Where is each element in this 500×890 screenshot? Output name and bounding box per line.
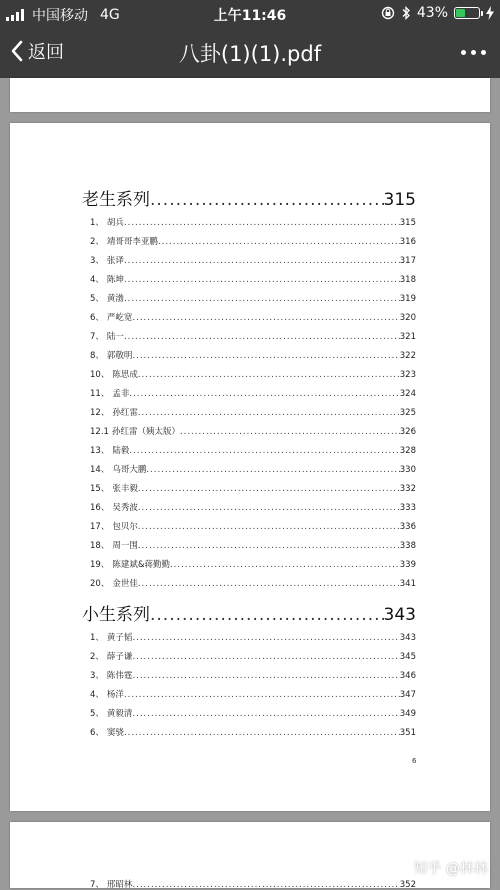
entry-number: 3、	[90, 671, 104, 681]
entry-page: 336	[399, 522, 416, 532]
entry-page: 315	[399, 218, 416, 228]
toc-entry[interactable]	[90, 482, 416, 494]
carrier-name: 中国移动	[32, 8, 88, 24]
entry-number: 19、	[90, 560, 110, 570]
entry-page: 321	[399, 332, 416, 342]
entry-name: 严屹宽	[106, 313, 133, 323]
entry-number: 13、	[90, 446, 110, 456]
entry-name: 陆毅	[112, 446, 130, 456]
entry-number: 1、	[90, 633, 104, 643]
entry-name: 黄毅清	[106, 709, 133, 719]
entry-page: 341	[399, 579, 416, 589]
toc-entry[interactable]	[90, 216, 416, 228]
toc-entry[interactable]	[90, 878, 416, 890]
entry-page: 333	[399, 503, 416, 513]
toc-entry[interactable]	[90, 406, 416, 418]
entry-page: 346	[399, 671, 416, 681]
entry-name: 靖哥哥李亚鹏	[106, 237, 158, 247]
entry-number: 2、	[90, 237, 104, 247]
more-icon[interactable]	[461, 50, 486, 55]
entry-number: 4、	[90, 690, 104, 700]
entry-number: 15、	[90, 484, 110, 494]
toc-entry[interactable]	[90, 707, 416, 719]
status-bar	[0, 0, 500, 26]
pdf-page-previous	[10, 78, 490, 112]
entry-name: 杨洋	[106, 690, 124, 700]
charging-icon	[486, 6, 494, 20]
entry-page: 316	[399, 237, 416, 247]
entry-name: 窦骁	[106, 728, 124, 738]
entry-number: 20、	[90, 579, 110, 589]
toc-entry[interactable]	[90, 650, 416, 662]
toc-entry[interactable]	[90, 444, 416, 456]
toc-entry[interactable]	[90, 254, 416, 266]
entry-name: 黄渤	[106, 294, 124, 304]
entry-number: 17、	[90, 522, 110, 532]
toc-entry[interactable]	[90, 539, 416, 551]
entry-number: 12、	[90, 408, 110, 418]
entry-name: 陆一	[106, 332, 124, 342]
entry-number: 5、	[90, 294, 104, 304]
entry-name: 包贝尔	[112, 522, 138, 532]
toc-entry[interactable]	[90, 311, 416, 323]
document-title: 八卦(1)(1).pdf	[178, 42, 322, 66]
entry-number: 10、	[90, 370, 110, 380]
entry-name: 金世佳	[112, 579, 138, 589]
entry-number: 16、	[90, 503, 110, 513]
entry-number: 6、	[90, 728, 104, 738]
entry-page: 318	[399, 275, 416, 285]
entry-page: 343	[399, 633, 416, 643]
section-title-text: 老生系列	[82, 190, 150, 210]
entry-number: 11、	[90, 389, 110, 399]
entry-number: 7、	[90, 880, 104, 890]
entry-name: 张丰毅	[112, 484, 138, 494]
status-time: 上午11:46	[213, 8, 287, 24]
toc-section-title[interactable]	[82, 185, 416, 210]
toc-entry[interactable]	[90, 292, 416, 304]
entry-name: 孟非	[112, 389, 130, 399]
entry-number: 2、	[90, 652, 104, 662]
toc-entry[interactable]	[90, 463, 416, 475]
toc-entry[interactable]	[90, 387, 416, 399]
toc-entry[interactable]	[90, 558, 416, 570]
battery-percent: 43%	[416, 5, 448, 21]
entry-number: 6、	[90, 313, 104, 323]
entry-name: 陈坤	[106, 275, 124, 285]
entry-page: 352	[399, 880, 416, 890]
entry-page: 339	[399, 560, 416, 570]
watermark: 知乎 @林林	[413, 861, 488, 877]
entry-name: 黄子韬	[106, 633, 133, 643]
entry-name: 陈建斌&蒋勤勤	[112, 560, 170, 570]
section-title-text: 小生系列	[82, 605, 150, 625]
entry-page: 325	[399, 408, 416, 418]
toc-entry[interactable]	[90, 688, 416, 700]
toc-entry[interactable]	[90, 501, 416, 513]
entry-number: 4、	[90, 275, 104, 285]
entry-page: 319	[399, 294, 416, 304]
toc-entry[interactable]	[90, 349, 416, 361]
entry-name: 孙红雷	[112, 408, 138, 418]
entry-name: 陈思成	[112, 370, 138, 380]
entry-page: 320	[399, 313, 416, 323]
battery-icon	[454, 7, 480, 19]
entry-number: 18、	[90, 541, 110, 551]
entry-number: 8、	[90, 351, 104, 361]
entry-page: 351	[399, 728, 416, 738]
toc-entry[interactable]	[90, 520, 416, 532]
section-page: 315	[383, 190, 416, 210]
toc-entry[interactable]	[90, 631, 416, 643]
entry-page: 317	[399, 256, 416, 266]
entry-number: 5、	[90, 709, 104, 719]
entry-page: 349	[399, 709, 416, 719]
entry-name: 郭敬明	[106, 351, 133, 361]
entry-number: 1、	[90, 218, 104, 228]
entry-name: 胡兵	[106, 218, 124, 228]
page-number: 6	[412, 757, 417, 765]
rotation-lock-icon	[381, 6, 395, 20]
toc-entry[interactable]	[90, 726, 416, 738]
entry-name: 薛子谦	[106, 652, 133, 662]
entry-page: 323	[399, 370, 416, 380]
entry-name: 邢昭林	[106, 880, 133, 890]
entry-page: 328	[399, 446, 416, 456]
entry-page: 330	[399, 465, 416, 475]
toc-entry[interactable]	[90, 425, 416, 437]
network-type: 4G	[100, 7, 120, 23]
entry-page: 332	[399, 484, 416, 494]
entry-page: 338	[399, 541, 416, 551]
toc-section-title[interactable]	[82, 600, 416, 625]
toc-entry[interactable]	[90, 330, 416, 342]
navigation-bar	[0, 26, 500, 78]
entry-name: 陈伟霆	[106, 671, 133, 681]
toc-entry[interactable]	[90, 273, 416, 285]
entry-name: 吴秀波	[112, 503, 138, 513]
entry-number: 14、	[90, 465, 110, 475]
entry-number: 3、	[90, 256, 104, 266]
entry-name: 孙红雷（姨太版）	[111, 427, 180, 437]
toc-entry[interactable]	[90, 235, 416, 247]
entry-page: 324	[399, 389, 416, 399]
toc-entry[interactable]	[90, 368, 416, 380]
entry-page: 347	[399, 690, 416, 700]
toc-entry[interactable]	[90, 669, 416, 681]
back-label: 返回	[28, 42, 64, 63]
entry-name: 周一围	[112, 541, 138, 551]
entry-page: 345	[399, 652, 416, 662]
entry-name: 乌哥大鹏	[112, 465, 147, 475]
section-page: 343	[383, 605, 416, 625]
entry-name: 张译	[106, 256, 124, 266]
bluetooth-icon	[401, 6, 411, 20]
entry-page: 326	[399, 427, 416, 437]
entry-number: 7、	[90, 332, 104, 342]
entry-number: 12.1	[90, 427, 109, 437]
toc-entry[interactable]	[90, 577, 416, 589]
entry-page: 322	[399, 351, 416, 361]
